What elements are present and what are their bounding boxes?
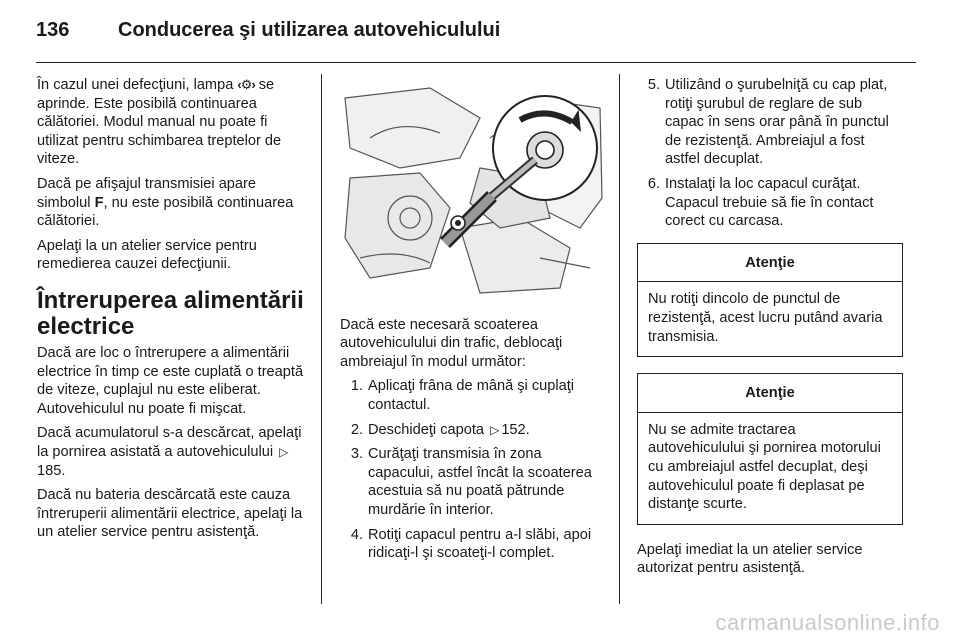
section-heading: Întreruperea alimentării electrice (37, 286, 304, 340)
page-number: 136 (36, 18, 70, 41)
caution-title: Atenţie (638, 374, 902, 413)
list-item: 1. Aplicaţi frâna de mână şi cuplaţi contactul. (350, 378, 575, 413)
steps-list (340, 377, 608, 562)
paragraph: Apelaţi la un atelier service pentru remedierea cauzei defecţiunii. (37, 237, 257, 273)
paragraph: Dacă este necesară scoaterea autovehiculului din trafic, deblocaţi ambreiajul în modul următor: (340, 316, 563, 370)
page-reference[interactable]: 185. (37, 462, 66, 479)
symbol-f: F (94, 194, 104, 211)
column-right (637, 76, 903, 584)
page-reference[interactable]: 152. (501, 421, 530, 438)
steps-list (637, 76, 903, 231)
page-header (36, 10, 924, 50)
transmission-illustration (340, 78, 608, 296)
list-item: 2. Deschideţi capota ▷ 152. (350, 421, 530, 438)
triangle-right-icon: ▷ (490, 422, 500, 437)
paragraph: Dacă pe afişajul transmisiei apare simbolul F, nu este posibilă continuarea călătoriei. (37, 175, 294, 230)
column-divider-2 (619, 74, 620, 604)
page-title: Conducerea şi utilizarea autovehiculului (118, 18, 501, 41)
paragraph: Dacă are loc o întrerupere a alimentării electrice în timp ce este cuplată o treaptă de viteze, cuplajul nu este eliberat. Autovehiculul nu poate fi mişcat. (37, 344, 304, 417)
watermark: carmanualsonline.info (715, 610, 940, 635)
caution-text: Nu rotiţi dincolo de punctul de rezistenţă, acest lucru putând avaria transmisia. (648, 291, 883, 345)
list-item: 5. Utilizând o şurubelniţă cu cap plat, rotiţi şurubul de reglare de sub capac în sens orar până în punctul de rezistenţă. Ambreiajul a fost astfel decuplat. (647, 77, 889, 168)
list-item: 4. Rotiţi capacul pentru a-l slăbi, apoi ridicaţi-l şi scoateţi-l complet. (350, 526, 592, 562)
header-divider (36, 62, 916, 63)
column-divider-1 (321, 74, 322, 604)
paragraph: Dacă nu bateria descărcată este cauza întreruperii alimentării electrice, apelaţi la un atelier service pentru asistenţă. (37, 487, 303, 541)
paragraph: Apelaţi imediat la un atelier service autorizat pentru asistenţă. (637, 541, 863, 577)
column-middle (340, 76, 608, 569)
transmission-warning-lamp-icon: ‹⚙› (237, 77, 255, 92)
caution-box (637, 243, 903, 357)
list-item: 6. Instalaţi la loc capacul curăţat. Capacul trebuie să fie în contact corect cu carcasa. (647, 175, 874, 230)
caution-text: Nu se admite tractarea autovehiculului şi pornirea motorului cu ambreiajul astfel decuplat, deşi autovehiculul poate fi deplasat pe distanţe scurte. (648, 421, 881, 513)
list-item: 3. Curăţaţi transmisia în zona capacului, astfel încât la scoaterea acestuia să nu poată pătrunde murdărie în interior. (350, 446, 592, 518)
column-left (37, 76, 307, 548)
caution-title: Atenţie (638, 244, 902, 283)
paragraph: Dacă acumulatorul s-a descărcat, apelaţi la pornirea asistată a autovehiculului ▷185. (37, 425, 302, 479)
triangle-right-icon: ▷ (279, 444, 289, 459)
paragraph: În cazul unei defecţiuni, lampa ‹⚙› se aprinde. Este posibilă continuarea călătoriei. Modul manual nu poate fi utilizat pentru schimbarea treptelor de viteze. (37, 77, 282, 168)
caution-box (637, 373, 903, 525)
